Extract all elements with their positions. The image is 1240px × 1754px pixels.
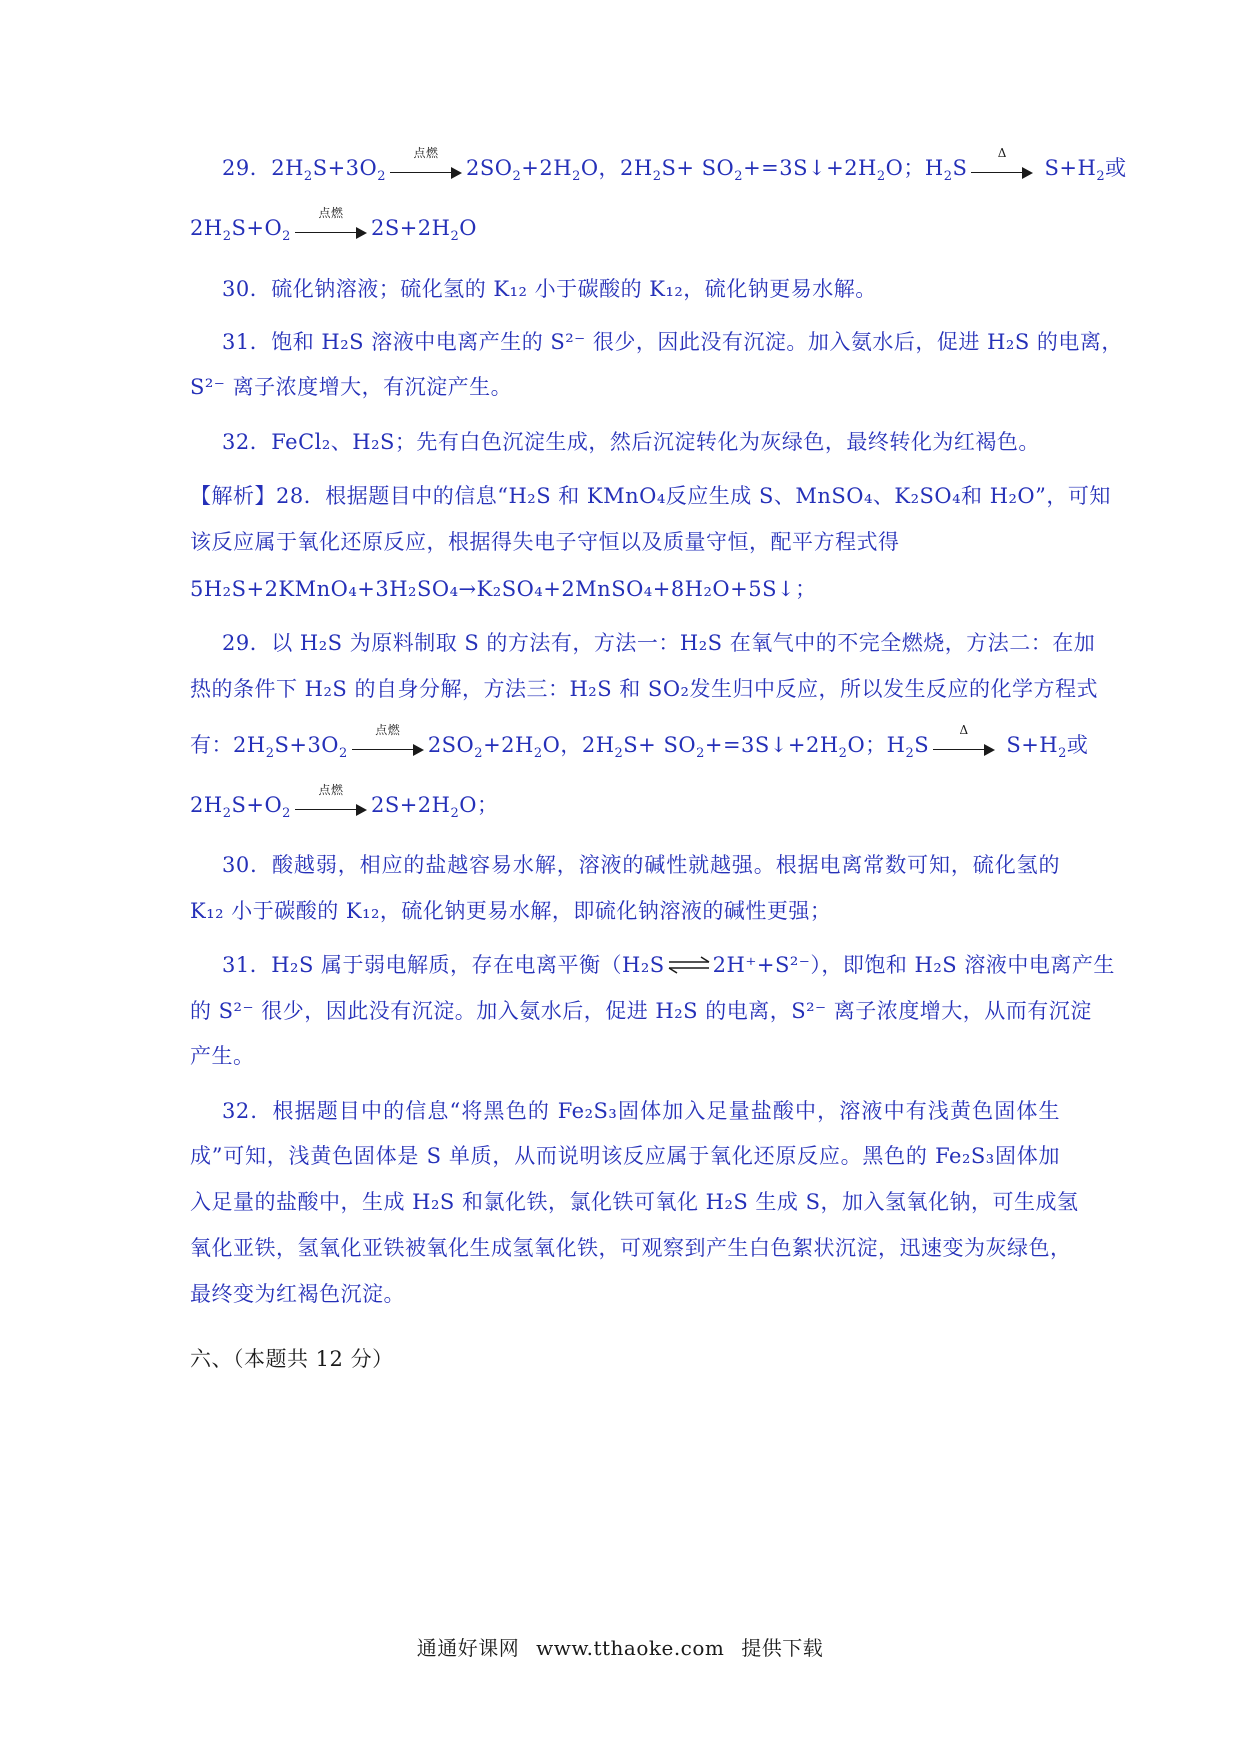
equation-prefix-2: 2H [190, 216, 223, 240]
analysis-29-line-1: 29．以 H₂S 为原料制取 S 的方法有，方法一：H₂S 在氧气中的不完全燃烧，方法二：在加 [222, 631, 1096, 655]
reaction-arrow: 点燃 [295, 793, 367, 817]
page-footer [0, 1632, 1240, 1661]
analysis-32-line-5: 最终变为红褐色沉淀。 [190, 1282, 405, 1306]
analysis-28-line-2: 该反应属于氧化还原反应，根据得失电子守恒以及质量守恒，配平方程式得 [190, 530, 900, 554]
footer-url[interactable]: www.tthaoke.com [536, 1636, 725, 1660]
footer-suffix: 提供下载 [741, 1636, 824, 1660]
reaction-arrow: 点燃 [390, 156, 462, 180]
equation-prefix: 29．2H [222, 156, 304, 180]
reaction-arrow: 点燃 [295, 216, 367, 240]
section-heading: 六、（本题共 12 分） [190, 1347, 394, 1371]
analysis-32-line-1: 32．根据题目中的信息“将黑色的 Fe₂S₃固体加入足量盐酸中，溶液中有浅黄色固体生 [222, 1099, 1060, 1123]
analysis-32-line-4: 氧化亚铁，氢氧化亚铁被氧化生成氢氧化铁，可观察到产生白色絮状沉淀，迅速变为灰绿色， [190, 1236, 1072, 1260]
analysis-30-line-2: K₁₂ 小于碳酸的 K₁₂，硫化钠更易水解，即硫化钠溶液的碱性更强； [190, 899, 832, 923]
analysis-31-line-2: 的 S²⁻ 很少，因此没有沉淀。加入氨水后，促进 H₂S 的电离，S²⁻ 离子浓度增大，从而有沉淀 [190, 999, 1092, 1023]
answer-29-line-1: 29．$2H_2S+3O_2$ 点燃 $2SO_2+2H_2O$，$2H_2S+$ $SO_2+=3S↓+2H_2O$；$H_2S$ Δ $S+H_2$或 [222, 145, 1127, 185]
equilibrium-arrow-icon [667, 955, 711, 975]
reaction-arrow: 点燃 [352, 733, 424, 757]
analysis-28-line-3: 5H₂S+2KMnO₄+3H₂SO₄→K₂SO₄+2MnSO₄+8H₂O+5S↓； [190, 577, 817, 601]
analysis-29-line-3: 有：$2H_2S+3O_2$ 点燃 $2SO_2+2H_2O$，$2H_2S+$ $SO_2+=3S↓+2H_2O$；$H_2S$ Δ $S+H_2$或 [190, 722, 1089, 762]
analysis-28-line-1: 【解析】28．根据题目中的信息“H₂S 和 KMnO₄反应生成 S、MnSO₄、K₂SO₄和 H₂O”，可知 [190, 484, 1111, 508]
analysis-31-line-1: 31．H₂S 属于弱电解质，存在电离平衡（H₂S 2H⁺+S²⁻），即饱和 H₂S 溶液中电离产生 [222, 953, 1115, 977]
analysis-30-line-1: 30．酸越弱，相应的盐越容易水解，溶液的碱性就越强。根据电离常数可知，硫化氢的 [222, 853, 1060, 877]
heat-arrow: Δ [933, 733, 995, 757]
analysis-29-line-4: $2H_2S+O_2$ 点燃 $2S+2H_2O$； [190, 782, 499, 822]
answer-31-line-1: 31．饱和 H₂S 溶液中电离产生的 S²⁻ 很少，因此没有沉淀。加入氨水后，促进 H₂S 的电离， [222, 330, 1123, 354]
analysis-31-line-3: 产生。 [190, 1044, 255, 1068]
answer-31-line-2: S²⁻ 离子浓度增大，有沉淀产生。 [190, 375, 513, 399]
analysis-32-line-3: 入足量的盐酸中，生成 H₂S 和氯化铁，氯化铁可氧化 H₂S 生成 S，加入氢氧化钠，可生成氢 [190, 1190, 1079, 1214]
heat-arrow: Δ [971, 156, 1033, 180]
answer-32: 32．FeCl₂、H₂S；先有白色沉淀生成，然后沉淀转化为灰绿色，最终转化为红褐色。 [222, 430, 1040, 454]
footer-site: 通通好课网 [416, 1636, 520, 1660]
analysis-29-line-2: 热的条件下 H₂S 的自身分解，方法三：H₂S 和 SO₂发生归中反应，所以发生反应的化学方程式 [190, 677, 1098, 701]
answer-30: 30．硫化钠溶液；硫化氢的 K₁₂ 小于碳酸的 K₁₂，硫化钠更易水解。 [222, 277, 877, 301]
analysis-32-line-2: 成”可知，浅黄色固体是 S 单质，从而说明该反应属于氧化还原反应。黑色的 Fe₂S₃固体加 [190, 1144, 1060, 1168]
answer-29-line-2: $2H_2S+O_2$ 点燃 $2S+2H_2O$ [190, 205, 477, 245]
analysis-29-prefix: 有： [190, 733, 233, 757]
